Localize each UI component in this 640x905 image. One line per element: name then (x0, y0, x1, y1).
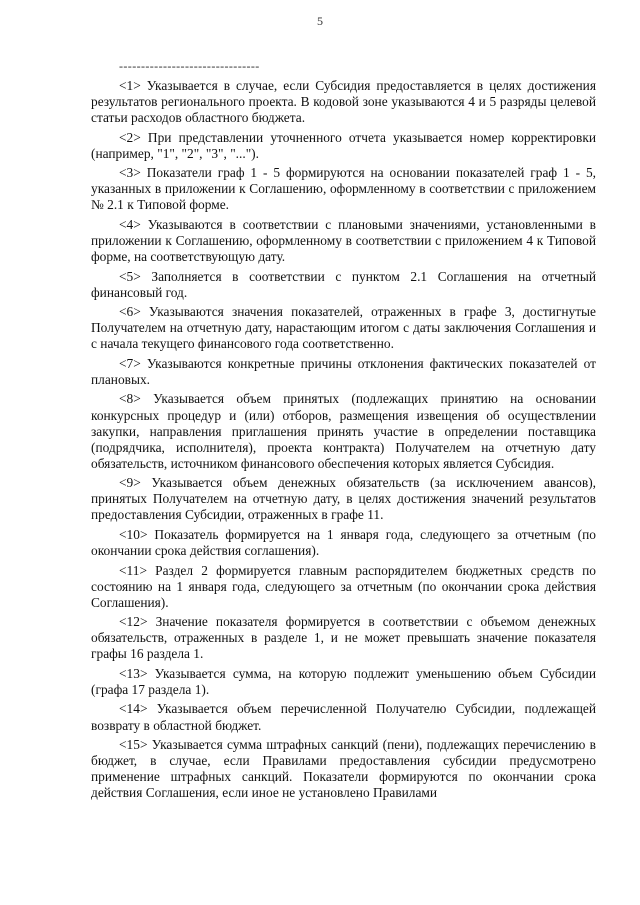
footnote-2: <2> При представлении уточненного отчета указывается номер корректировки (например, "1", "2", "3", "..."). (91, 129, 596, 161)
footnotes-list (91, 78, 596, 805)
footnote-7: <7> Указываются конкретные причины отклонения фактических показателей от плановых. (91, 355, 596, 387)
footnote-14: <14> Указывается объем перечисленной Получателю Субсидии, подлежащей возврату в областной бюджет. (91, 701, 596, 733)
footnote-4: <4> Указываются в соответствии с плановыми значениями, установленными в приложении к Соглашению, оформленному в соответствии с приложением 4 к Типовой форме, на соответствующую дату. (91, 216, 596, 265)
footnote-5: <5> Заполняется в соответствии с пунктом 2.1 Соглашения на отчетный финансовый год. (91, 268, 596, 300)
footnote-15: <15> Указывается сумма штрафных санкций (пени), подлежащих перечислению в бюджет, в случае, если Правилами предоставления субсидии предусмотрено применение штрафных санкций. Показатели формируются по окончании срока действия Соглашения, если иное не установлено Правилами (91, 737, 596, 801)
footnote-8: <8> Указывается объем принятых (подлежащих принятию на основании конкурсных процедур и (или) отборов, размещения извещения об осуществлении закупки, направления приглашения принять участие в определении поставщика (подрядчика, исполнителя), проекта контракта) Получателем на отчетную дату обязательств, источником финансового обеспечения которых является Субсидия. (91, 391, 596, 471)
footnote-10: <10> Показатель формируется на 1 января года, следующего за отчетным (по окончании срока действия соглашения). (91, 526, 596, 559)
footnote-13: <13> Указывается сумма, на которую подлежит уменьшению объем Субсидии (графа 17 раздела 1). (91, 665, 596, 697)
footnote-11: <11> Раздел 2 формируется главным распорядителем бюджетных средств по состоянию на 1 января года, следующего за отчетным (по окончании срока действия Соглашения). (91, 562, 596, 610)
footnote-9: <9> Указывается объем денежных обязательств (за исключением авансов), принятых Получателем на отчетную дату, в целях достижения значений результатов предоставления Субсидии, отраженных в графе 11. (91, 475, 596, 523)
footnote-3: <3> Показатели граф 1 - 5 формируются на основании показателей граф 1 - 5, указанных в приложении к Соглашению, оформленному в соответствии с приложением № 2.1 к Типовой форме. (91, 165, 596, 213)
footnote-12: <12> Значение показателя формируется в соответствии с объемом денежных обязательств, отраженных в разделе 1, и не может превышать значение показателя графы 16 раздела 1. (91, 614, 596, 662)
footnote-1: <1> Указывается в случае, если Субсидия предоставляется в целях достижения результатов регионального проекта. В кодовой зоне указываются 4 и 5 разряды целевой статьи расходов областного бюджета. (91, 78, 596, 126)
footnote-6: <6> Указываются значения показателей, отраженных в графе 3, достигнутые Получателем на отчетную дату, нарастающим итогом с даты заключения Соглашения и с начала текущего финансового года соответственно. (91, 304, 596, 352)
footnote-separator: -------------------------------- (119, 59, 260, 73)
page-number: 5 (317, 14, 323, 28)
